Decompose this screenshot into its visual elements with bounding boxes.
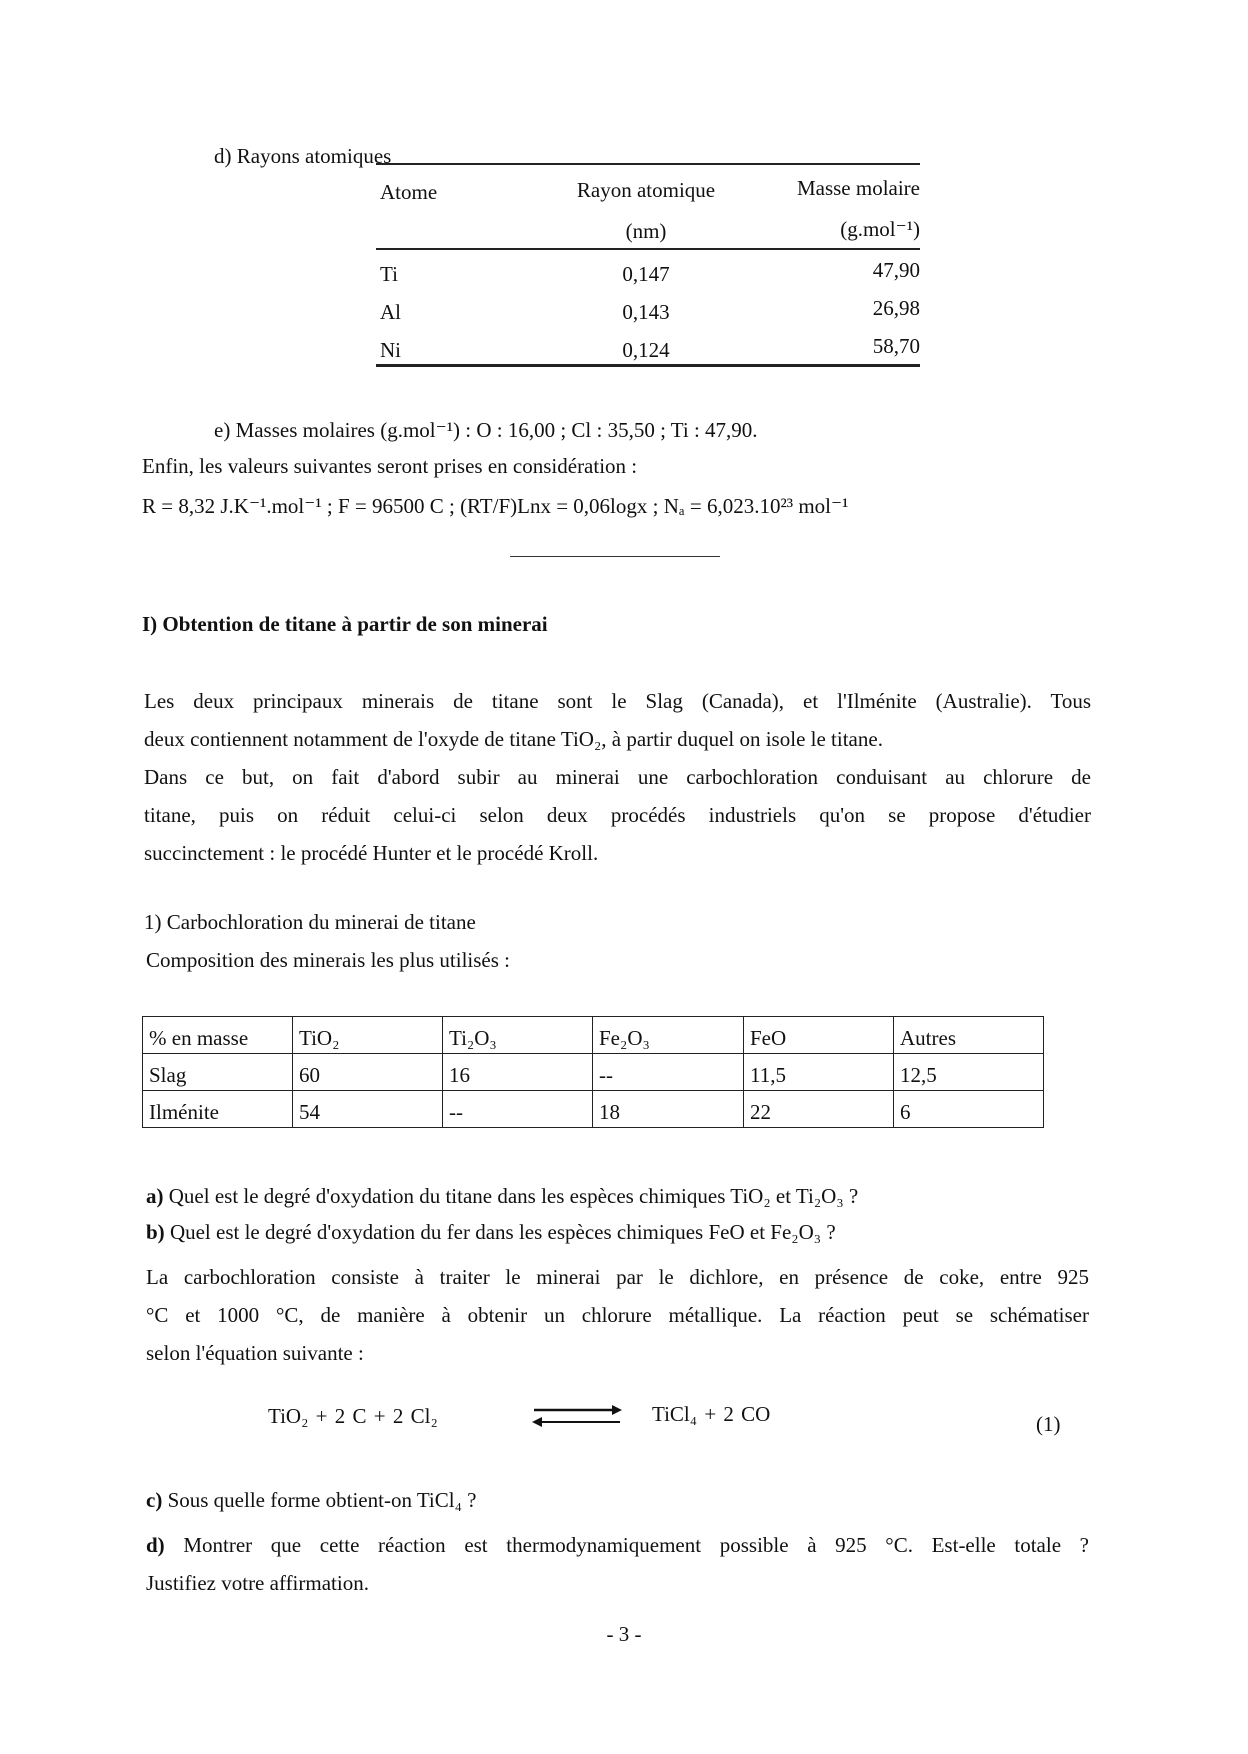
paragraph-line: Dans ce but, on fait d'abord subir au minerai une carbochloration conduisant au chlorure de bbox=[144, 765, 1091, 789]
equation-right: TiCl₄ + 2 CO bbox=[652, 1402, 771, 1426]
question-d bbox=[146, 1526, 1089, 1602]
table-row bbox=[143, 1054, 1044, 1091]
table-header-row bbox=[143, 1017, 1044, 1054]
question-c bbox=[146, 1488, 476, 1513]
header-atom: Atome bbox=[380, 180, 438, 204]
row-radius: 0,147 bbox=[622, 262, 670, 286]
header-mass-unit: (g.mol⁻¹) bbox=[840, 217, 920, 241]
table-cell: Slag bbox=[143, 1054, 293, 1091]
header-cell: Autres bbox=[894, 1017, 1044, 1054]
question-a bbox=[146, 1184, 858, 1209]
table-cell: 60 bbox=[293, 1054, 443, 1091]
header-cell: TiO₂ bbox=[293, 1017, 443, 1054]
page-number: - 3 - bbox=[606, 1622, 642, 1646]
composition-table bbox=[142, 1016, 1044, 1128]
composition-caption: Composition des minerais les plus utilisés : bbox=[146, 948, 510, 972]
section-title: I) Obtention de titane à partir de son minerai bbox=[142, 612, 548, 636]
table-cell: 6 bbox=[894, 1091, 1044, 1128]
row-radius: 0,143 bbox=[622, 300, 670, 324]
header-cell: Ti₂O₃ bbox=[443, 1017, 593, 1054]
paragraph-line: succinctement : le procédé Hunter et le procédé Kroll. bbox=[144, 841, 599, 865]
question-c-label: c) bbox=[146, 1488, 163, 1512]
question-d-text: Montrer que cette réaction est thermodynamiquement possible à 925 °C. Est-elle totale ? bbox=[183, 1533, 1090, 1557]
row-radius: 0,124 bbox=[622, 338, 670, 362]
table-cell: 11,5 bbox=[744, 1054, 894, 1091]
question-b bbox=[146, 1220, 836, 1245]
values-intro: Enfin, les valeurs suivantes seront prises en considération : bbox=[142, 454, 638, 478]
question-a-label: a) bbox=[146, 1184, 164, 1208]
question-d-label: d) bbox=[146, 1533, 165, 1557]
paragraph-line: °C et 1000 °C, de manière à obtenir un chlorure métallique. La réaction peut se schématiser bbox=[146, 1303, 1089, 1327]
header-mass: Masse molaire bbox=[796, 176, 920, 200]
question-a-text: Quel est le degré d'oxydation du titane dans les espèces chimiques TiO₂ et Ti₂O₃ ? bbox=[168, 1184, 859, 1208]
question-b-text: Quel est le degré d'oxydation du fer dans les espèces chimiques FeO et Fe₂O₃ ? bbox=[169, 1220, 836, 1244]
paragraph-line: deux contiennent notamment de l'oxyde de titane TiO₂, à partir duquel on isole le titane. bbox=[144, 727, 883, 751]
paragraph-line: selon l'équation suivante : bbox=[146, 1341, 364, 1365]
separator-line bbox=[510, 556, 720, 557]
table-mid-rule bbox=[376, 248, 920, 250]
table-cell: -- bbox=[443, 1091, 593, 1128]
table-cell: -- bbox=[593, 1054, 744, 1091]
row-atom: Al bbox=[380, 300, 401, 324]
subsection-title: 1) Carbochloration du minerai de titane bbox=[144, 910, 476, 934]
paragraph-line: La carbochloration consiste à traiter le minerai par le dichlore, en présence de coke, entre 925 bbox=[146, 1265, 1089, 1289]
header-cell: Fe₂O₃ bbox=[593, 1017, 744, 1054]
table-cell: 22 bbox=[744, 1091, 894, 1128]
equilibrium-arrows-icon bbox=[532, 1400, 622, 1430]
header-cell: % en masse bbox=[143, 1017, 293, 1054]
header-radius-unit: (nm) bbox=[625, 219, 667, 243]
table-cell: 18 bbox=[593, 1091, 744, 1128]
carbochloration-paragraph bbox=[146, 1258, 1089, 1372]
table-cell: 16 bbox=[443, 1054, 593, 1091]
row-atom: Ni bbox=[380, 338, 401, 362]
question-c-text: Sous quelle forme obtient-on TiCl₄ ? bbox=[167, 1488, 477, 1512]
molar-masses: e) Masses molaires (g.mol⁻¹) : O : 16,00 ; Cl : 35,50 ; Ti : 47,90. bbox=[214, 418, 758, 442]
header-cell: FeO bbox=[744, 1017, 894, 1054]
question-d-line bbox=[146, 1526, 1089, 1564]
constants-line: R = 8,32 J.K⁻¹.mol⁻¹ ; F = 96500 C ; (RT/F)Lnx = 0,06logx ; Nₐ = 6,023.10²³ mol⁻¹ bbox=[142, 494, 849, 518]
atom-section-title: d) Rayons atomiques bbox=[214, 144, 392, 168]
table-row bbox=[143, 1091, 1044, 1128]
question-b-label: b) bbox=[146, 1220, 165, 1244]
header-radius: Rayon atomique bbox=[576, 178, 716, 202]
table-cell: 54 bbox=[293, 1091, 443, 1128]
row-atom: Ti bbox=[380, 262, 398, 286]
table-bottom-rule bbox=[376, 364, 920, 367]
table-cell: Ilménite bbox=[143, 1091, 293, 1128]
equation-left: TiO₂ + 2 C + 2 Cl₂ bbox=[268, 1404, 438, 1428]
row-mass: 47,90 bbox=[872, 258, 920, 282]
question-d-line2: Justifiez votre affirmation. bbox=[146, 1571, 369, 1595]
paragraph-line: titane, puis on réduit celui-ci selon deux procédés industriels qu'on se propose d'étudier bbox=[144, 803, 1091, 827]
row-mass: 58,70 bbox=[872, 334, 920, 358]
paragraph-line: Les deux principaux minerais de titane sont le Slag (Canada), et l'Ilménite (Australie). Tous bbox=[144, 689, 1091, 713]
row-mass: 26,98 bbox=[872, 296, 920, 320]
equation-number: (1) bbox=[1036, 1412, 1061, 1436]
table-cell: 12,5 bbox=[894, 1054, 1044, 1091]
table-top-rule bbox=[376, 163, 920, 165]
intro-paragraph bbox=[144, 682, 1091, 872]
